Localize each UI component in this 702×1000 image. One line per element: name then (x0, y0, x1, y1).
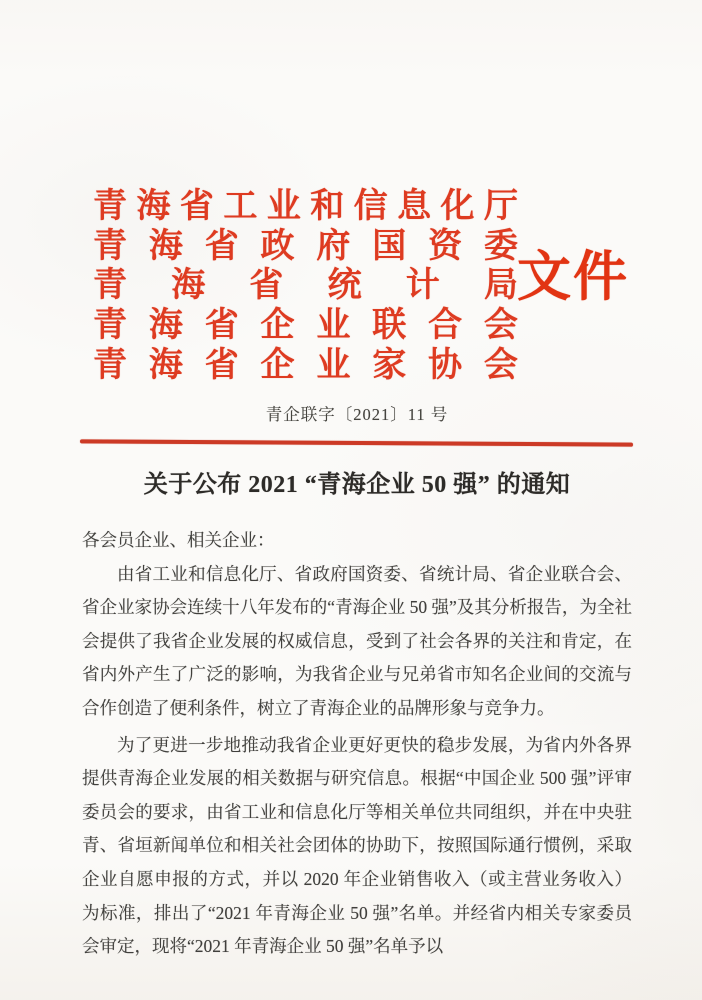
agency-line: 青 海 省 企 业 联 合 会 (93, 307, 518, 345)
document-body (82, 524, 632, 964)
agency-line: 青 海 省 政 府 国 资 委 (93, 227, 518, 265)
doc-number: 青企联字〔2021〕11 号 (265, 405, 449, 424)
red-divider-line (80, 439, 633, 446)
agency-line: 青 海 省 企 业 家 协 会 (93, 346, 518, 384)
red-letterhead (93, 183, 633, 384)
salutation: 各会员企业、相关企业： (82, 530, 275, 550)
agency-line: 青 海 省 统 计 局 (93, 267, 518, 305)
document-title: 关于公布 2021 “青海企业 50 强” 的通知 (143, 472, 571, 498)
body-paragraph: 为了更进一步地推动我省企业更好更快的稳步发展，为省内外各界提供青海企业发展的相关数据与研究信息。根据“中国企业 500 强”评审委员会的要求，由省工业和信息化厅等相关单位共同组织，并在中央驻青、省垣新闻单位和相关社会团体的协助下，按照国际通行惯例，采取企业自愿申报的方式，并以 2020 年企业销售收入（或主营业务收入）为标准，排出了“2021 年青海企业 50 强”名单。并经省内相关专家委员会审定，现将“2021 年青海企业 50 强”名单予以 (82, 734, 632, 957)
doc-type-label: 文件 (517, 247, 629, 307)
body-paragraph: 由省工业和信息化厅、省政府国资委、省统计局、省企业联合会、省企业家协会连续十八年发布的“青海企业 50 强”及其分析报告，为全社会提供了我省企业发展的权威信息，受到了社会各界的关注和肯定，在省内外产生了广泛的影响，为我省企业与兄弟省市知名企业间的交流与合作创造了便利条件，树立了青海企业的品牌形象与竞争力。 (82, 563, 632, 718)
agency-list (93, 183, 518, 384)
agency-line: 青 海 省 工 业 和 信 息 化 厅 (93, 188, 518, 226)
